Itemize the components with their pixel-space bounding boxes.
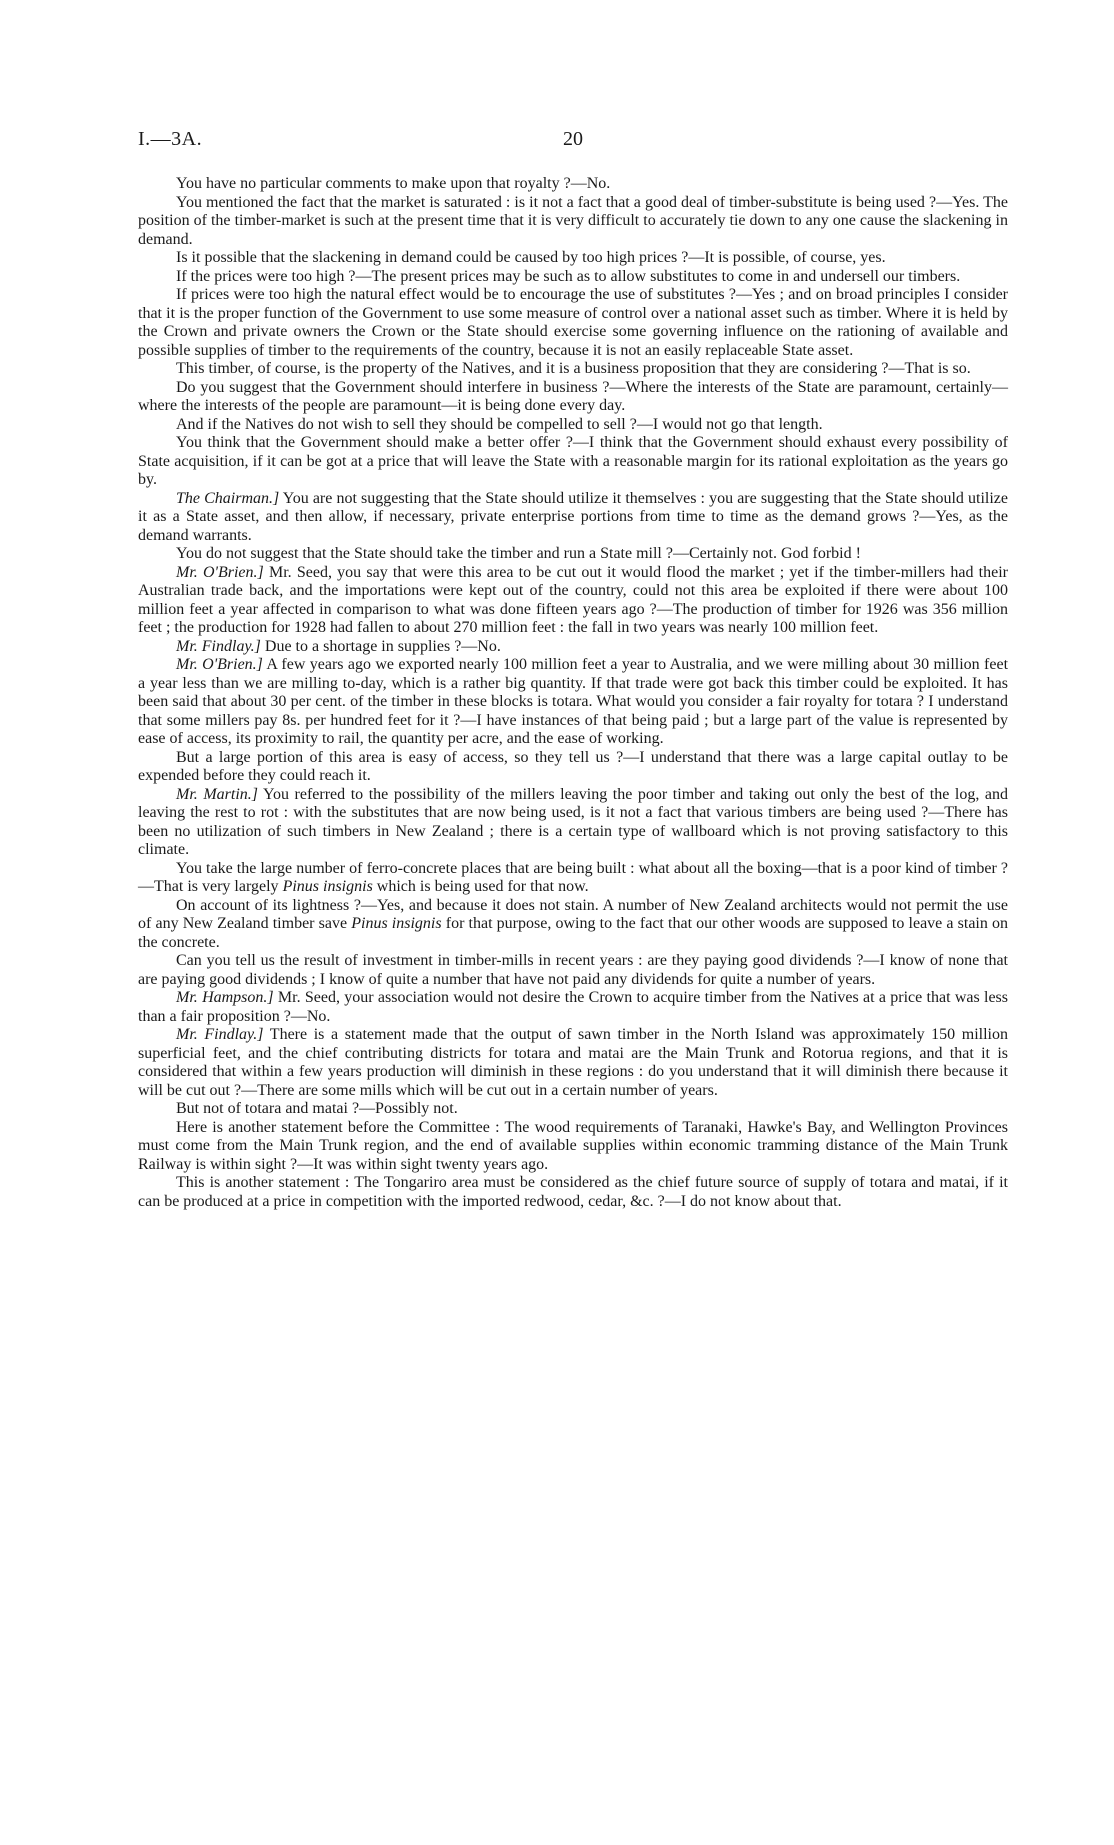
paragraph: You mentioned the fact that the market is saturated : is it not a fact that a good deal of timber-substitute is being used ?—Yes. The position of the timber-market is such at the present time that it is very difficult to accurately tie down to any one cause the slackening in demand. <box>138 193 1008 248</box>
paragraph: Mr. Findlay.] Due to a shortage in supplies ?—No. <box>176 637 501 655</box>
speaker-label: Mr. O'Brien.] <box>176 656 263 673</box>
paragraph: This is another statement : The Tongariro area must be considered as the chief future source of supply of totara and matai, if it can be produced at a price in competition with the imported redwood, cedar, &c. ?—I do not know about that. <box>138 1174 1008 1210</box>
page-number: 20 <box>563 128 583 150</box>
paragraph: Do you suggest that the Government should interfere in business ?—Where the interests of the State are paramount, certainly—where the interests of the people are paramount—it is being done every day. <box>138 378 1008 414</box>
paragraph: Mr. Martin.] You referred to the possibility of the millers leaving the poor timber and taking out only the best of the log, and leaving the rest to rot : with the substitutes that are now being used, is it not a fact that various timbers are being used ?—There has been no utilization of such timbers in New Zealand ; there is a certain type of wallboard which is not proving satisfactory to this climate. <box>138 785 1009 858</box>
italic-term: Pinus insignis <box>351 915 442 932</box>
speaker-label: Mr. Martin.] <box>176 785 259 803</box>
paragraph: Mr. O'Brien.] A few years ago we exported nearly 100 million feet a year to Australia, and we were milling about 30 million feet a year less than we are milling to-day, which is a rather big quantity. If that trade were got back this timber could be exploited. It has been said that about 30 per cent. of the timber in these blocks is totara. What would you consider a fair royalty for totara ? I understand that some millers pay 8s. per hundred feet for it ?—I have instances of that being paid ; but a large part of the value is represented by ease of access, its proximity to rail, the quantity per acre, and the ease of working. <box>138 656 1009 747</box>
page-header <box>138 128 1008 160</box>
paragraph: This timber, of course, is the property of the Natives, and it is a business proposition that they are considering ?—That is so. <box>176 360 971 377</box>
body-text <box>138 175 1008 1211</box>
speaker-label: Mr. Hampson.] <box>176 989 274 1006</box>
paragraph: Here is another statement before the Committee : The wood requirements of Taranaki, Hawke's Bay, and Wellington Provinces must come from the Main Trunk region, and the end of available supplies within economic tramming distance of the Main Trunk Railway is within sight ?—It was within sight twenty years ago. <box>138 1118 1008 1173</box>
paragraph: And if the Natives do not wish to sell they should be compelled to sell ?—I would not go that length. <box>176 415 823 433</box>
paragraph: Mr. Hampson.] Mr. Seed, your association would not desire the Crown to acquire timber from the Natives at a price that was less than a fair proposition ?—No. <box>138 989 1008 1025</box>
paragraph: You do not suggest that the State should take the timber and run a State mill ?—Certainly not. God forbid ! <box>176 545 861 562</box>
paragraph: You take the large number of ferro-concrete places that are being built : what about all the boxing—that is a poor kind of timber ?—That is very largely Pinus insignis which is being used for that now. <box>138 859 1008 895</box>
paragraph: You have no particular comments to make upon that royalty ?—No. <box>176 175 611 192</box>
speaker-label: Mr. Findlay.] <box>176 637 261 655</box>
paragraph: Mr. Findlay.] There is a statement made that the output of sawn timber in the North Island was approximately 150 million superficial feet, and the chief contributing districts for totara and matai are the Main Trunk and Rotorua regions, and that it is considered that within a few years production will diminish in these regions : do you understand that it will diminish there because it will be cut out ?—There are some mills which will be cut out in a certain number of years. <box>138 1026 1009 1099</box>
paragraph: Is it possible that the slackening in demand could be caused by too high prices ?—It is possible, of course, yes. <box>176 249 886 266</box>
speaker-label: Mr. Findlay.] <box>176 1026 264 1043</box>
paragraph: The Chairman.] You are not suggesting that the State should utilize it themselves : you are suggesting that the State should utilize it as a State asset, and then allow, if necessary, private enterprise portions from time to time as the demand grows ?—Yes, as the demand warrants. <box>138 489 1009 544</box>
document-reference: I.—3A. <box>138 128 203 150</box>
paragraph: If prices were too high the natural effect would be to encourage the use of substitutes ?—Yes ; and on broad principles I consider that it is the proper function of the Government to use some measure of control over a national asset such as timber. Where it is held by the Crown and private owners the Crown or the State should exercise some governing influence on the rationing of available and possible supplies of timber to the requirements of the country, because it is not an easily replaceable State asset. <box>138 286 1008 359</box>
paragraph: But not of totara and matai ?—Possibly not. <box>176 1100 458 1117</box>
paragraph: Mr. O'Brien.] Mr. Seed, you say that were this area to be cut out it would flood the market ; yet if the timber-millers had their Australian trade back, and the importations were kept out of the country, could not this area be exploited if there were about 100 million feet a year affected in comparison to what was done fifteen years ago ?—The production of timber for 1926 was 356 million feet ; the production for 1928 had fallen to about 270 million feet : the fall in two years was nearly 100 million feet. <box>138 563 1009 636</box>
paragraph: But a large portion of this area is easy of access, so they tell us ?—I understand that there was a large capital outlay to be expended before they could reach it. <box>138 748 1008 784</box>
paragraph: You think that the Government should make a better offer ?—I think that the Government should exhaust every possibility of State acquisition, if it can be got at a price that will leave the State with a reasonable margin for its rational exploitation as the years go by. <box>138 434 1008 488</box>
paragraph: If the prices were too high ?—The present prices may be such as to allow substitutes to come in and undersell our timbers. <box>176 267 961 285</box>
speaker-label: The Chairman.] <box>176 489 280 507</box>
italic-term: Pinus insignis <box>282 878 373 895</box>
speaker-label: Mr. O'Brien.] <box>176 563 264 581</box>
paragraph: On account of its lightness ?—Yes, and because it does not stain. A number of New Zealand architects would not permit the use of any New Zealand timber save Pinus insignis for that purpose, owing to the fact that our other woods are supposed to leave a stain on the concrete. <box>138 896 1009 951</box>
paragraph: Can you tell us the result of investment in timber-mills in recent years : are they paying good dividends ?—I know of none that are paying good dividends ; I know of quite a number that have not paid any dividends for quite a number of years. <box>138 952 1008 988</box>
